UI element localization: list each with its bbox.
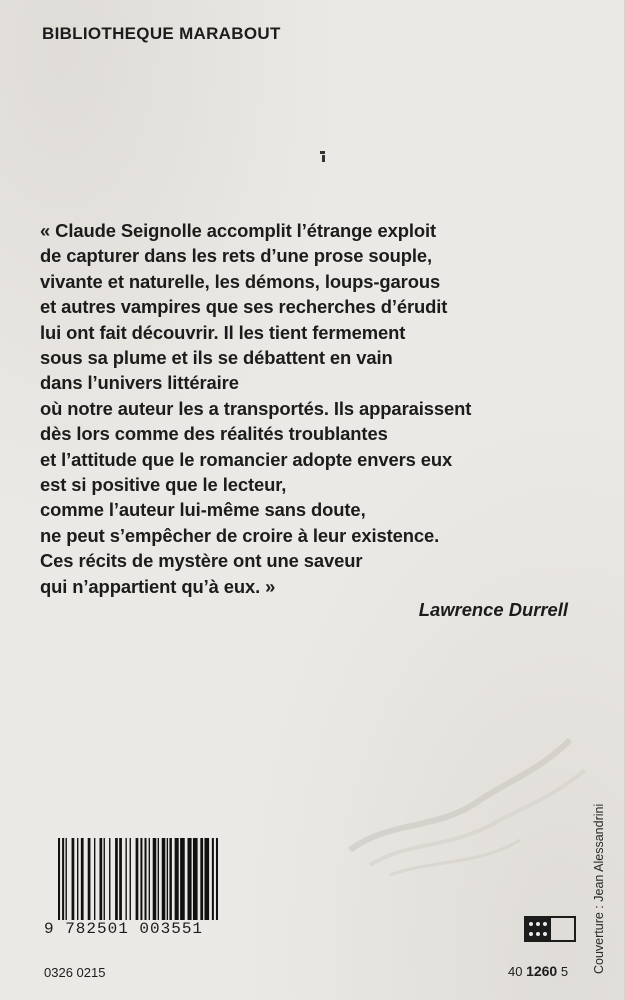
quote-line: et autres vampires que ses recherches d’érudit — [40, 296, 448, 318]
edition-code-suffix: 5 — [557, 964, 569, 979]
quote-line: « Claude Seignolle accomplit l’étrange exploit — [40, 220, 437, 241]
edition-code-number: 1260 — [526, 963, 558, 979]
quote-line: ne peut s’empêcher de croire à leur existence. — [40, 524, 440, 546]
quote-line: Ces récits de mystère ont une saveur — [40, 550, 363, 572]
quote-author: Lawrence Durrell — [418, 599, 568, 620]
quote-line: dès lors comme des réalités troublantes — [40, 423, 388, 445]
quote-line: dans l’univers littéraire — [40, 372, 239, 394]
quote-line: comme l’auteur lui-même sans doute, — [40, 499, 366, 521]
dice-logo-icon — [524, 916, 576, 942]
scuff-mark — [330, 700, 600, 890]
ink-mark-icon — [318, 150, 328, 164]
quote-line: et l’attitude que le romancier adopte envers eux — [40, 448, 453, 470]
quote-line: vivante et naturelle, les démons, loups-garous — [40, 270, 441, 292]
product-code: 0326 0215 — [44, 965, 106, 980]
quote-block — [40, 218, 600, 599]
quote-line: est si positive que le lecteur, — [40, 474, 287, 496]
barcode-number: 9 782501 003551 — [44, 920, 204, 938]
quote-line: lui ont fait découvrir. Il les tient fermement — [40, 321, 406, 343]
series-title: BIBLIOTHEQUE MARABOUT — [42, 24, 281, 43]
quote-line: sous sa plume et ils se débattent en vain — [40, 347, 393, 369]
barcode-icon — [58, 838, 218, 920]
quote-line: qui n’appartient qu’à eux. » — [40, 575, 276, 597]
cover-credit: Couverture : Jean Alessandrini — [592, 803, 606, 974]
edition-code-prefix: 40 — [508, 964, 527, 979]
quote-line: de capturer dans les rets d’une prose souple, — [40, 245, 433, 267]
quote-line: où notre auteur les a transportés. Ils apparaissent — [40, 397, 472, 419]
edition-code — [508, 963, 568, 979]
